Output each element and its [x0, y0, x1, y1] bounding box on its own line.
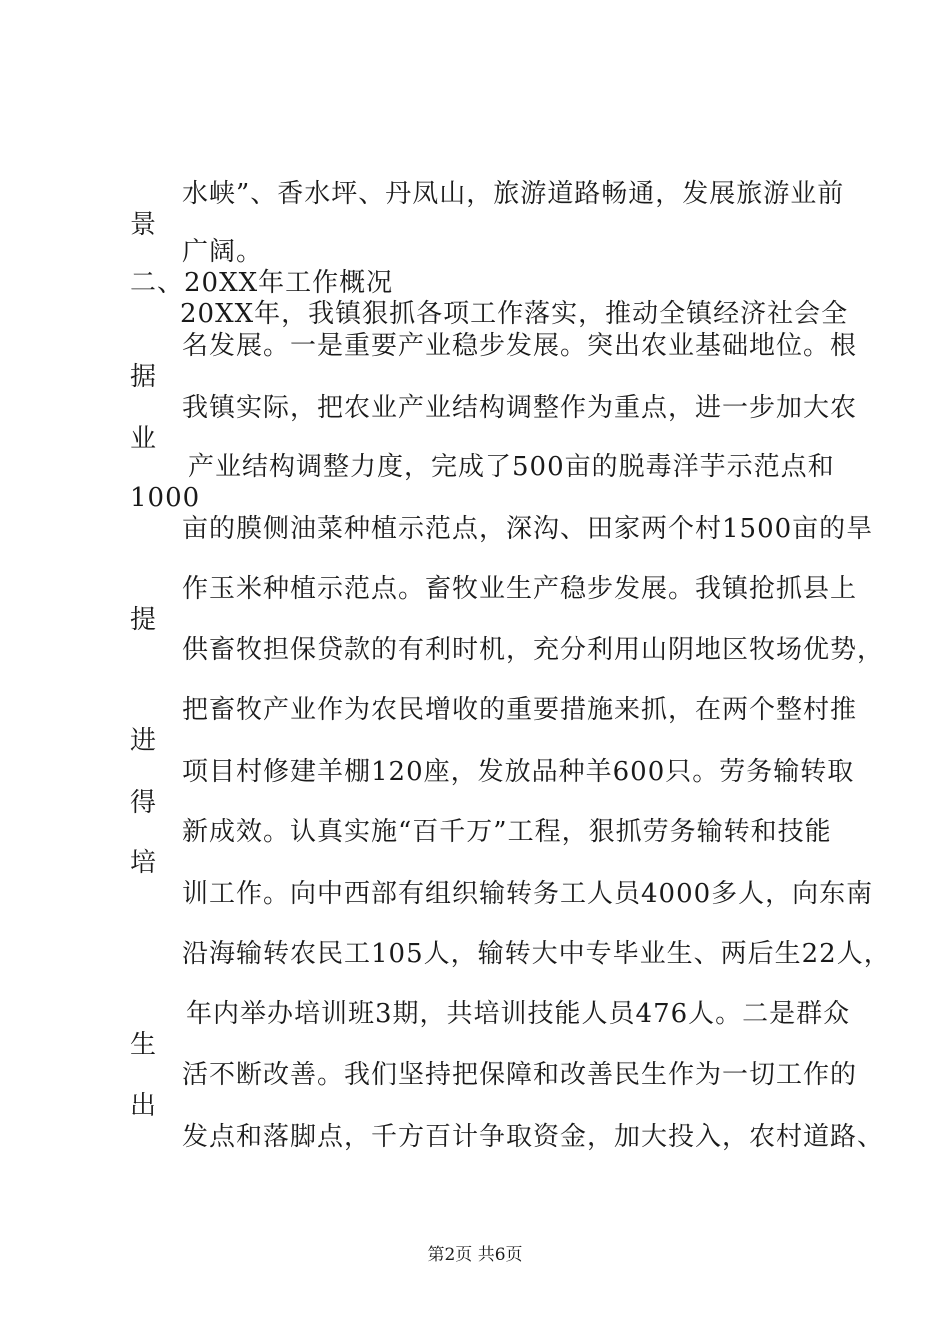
text-line: 进	[130, 726, 158, 756]
text-line: 供畜牧担保贷款的有利时机，充分利用山阴地区牧场优势，	[182, 635, 885, 665]
text-line: 我镇实际，把农业产业结构调整作为重点，进一步加大农	[182, 393, 858, 423]
text-line: 水峡”、香水坪、丹凤山，旅游道路畅通，发展旅游业前	[182, 179, 845, 209]
text-line: 沿海输转农民工105人，输转大中专毕业生、两后生22人，	[182, 939, 891, 969]
text-line: 据	[130, 362, 158, 392]
text-line: 培	[130, 848, 158, 878]
text-line: 把畜牧产业作为农民增收的重要措施来抓，在两个整村推	[182, 695, 858, 725]
text-line: 提	[130, 605, 158, 635]
page-number-footer: 第2页 共6页	[427, 1245, 523, 1265]
text-line: 名发展。一是重要产业稳步发展。突出农业基础地位。根	[182, 331, 858, 361]
text-line: 出	[130, 1091, 158, 1121]
text-line: 项目村修建羊棚120座，发放品种羊600只。劳务输转取	[182, 757, 855, 787]
text-line: 新成效。认真实施“百千万”工程，狠抓劳务输转和技能	[182, 817, 832, 847]
text-line: 活不断改善。我们坚持把保障和改善民生作为一切工作的	[182, 1060, 858, 1090]
text-line: 20XX年，我镇狠抓各项工作落实，推动全镇经济社会全	[180, 299, 849, 329]
text-line: 发点和落脚点，千方百计争取资金，加大投入，农村道路、	[182, 1122, 885, 1152]
text-line: 生	[130, 1030, 158, 1060]
text-line: 亩的膜侧油菜种植示范点，深沟、田家两个村1500亩的旱	[182, 514, 874, 544]
text-line: 年内举办培训班3期，共培训技能人员476人。二是群众	[186, 999, 851, 1029]
text-line: 训工作。向中西部有组织输转务工人员4000多人，向东南	[182, 879, 874, 909]
text-line: 广阔。	[182, 237, 264, 267]
text-line: 1000	[130, 483, 201, 513]
text-line: 得	[130, 788, 158, 818]
text-line: 业	[130, 424, 158, 454]
text-line: 产业结构调整力度，完成了500亩的脱毒洋芋示范点和	[188, 452, 835, 482]
text-line: 景	[130, 210, 158, 240]
text-line: 作玉米种植示范点。畜牧业生产稳步发展。我镇抢抓县上	[182, 574, 858, 604]
section-heading: 二、20XX年工作概况	[130, 268, 394, 298]
